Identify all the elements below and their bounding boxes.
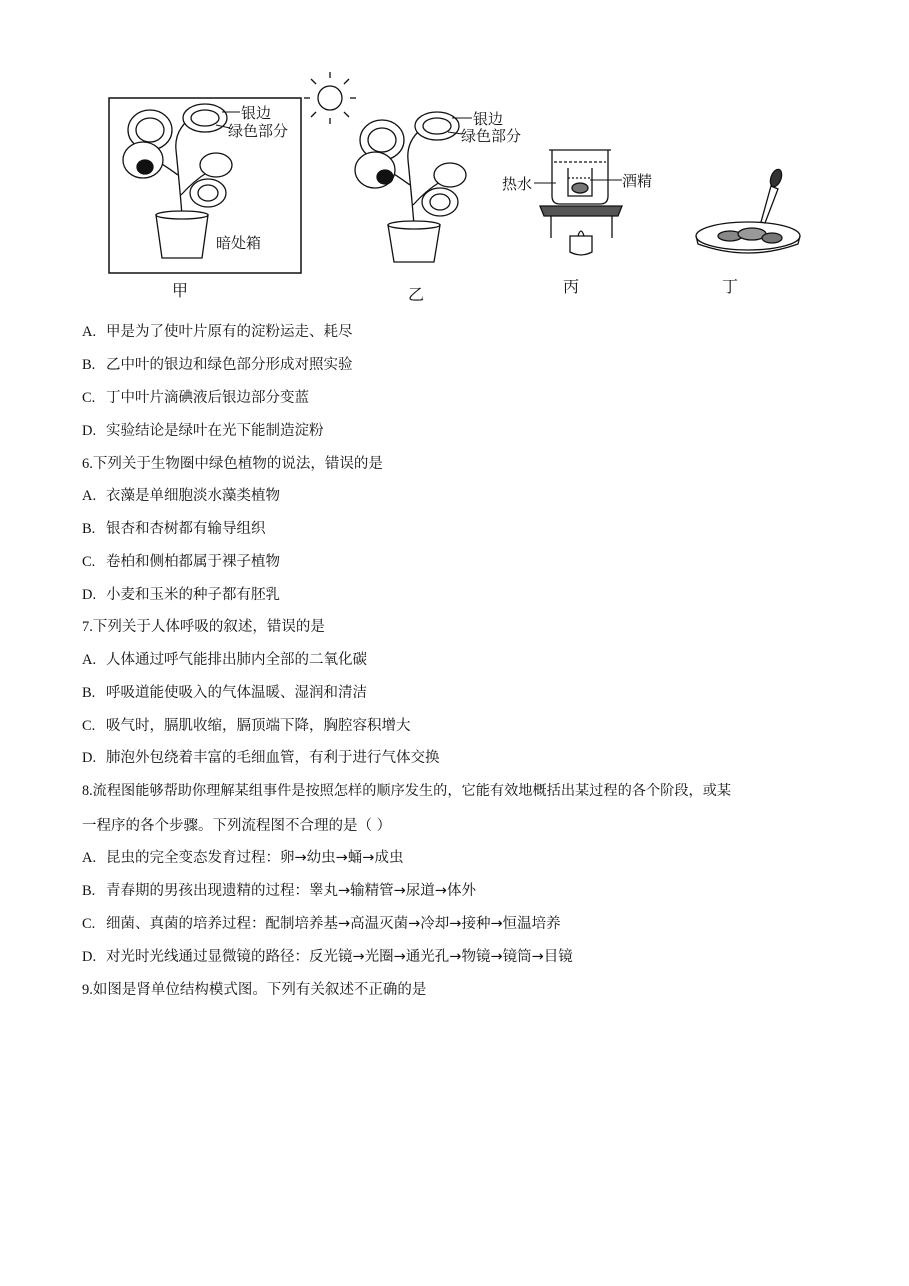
q7-option-a[interactable] <box>82 650 367 670</box>
q6-option-b[interactable] <box>82 519 266 539</box>
q9-stem <box>82 980 426 1000</box>
q8-option-b[interactable] <box>82 881 476 901</box>
q5-option-c[interactable] <box>82 388 309 408</box>
sun-icon <box>304 72 356 124</box>
panel-jia <box>109 98 301 300</box>
question-number: 7. <box>82 619 93 635</box>
option-text: 甲是为了使叶片原有的淀粉运走、耗尽 <box>106 324 353 340</box>
label-dark-box: 暗处箱 <box>216 234 262 252</box>
option-text: 人体通过呼气能排出肺内全部的二氧化碳 <box>106 652 367 668</box>
option-letter: D. <box>82 949 97 965</box>
q6-option-d[interactable] <box>82 585 280 605</box>
option-letter: C. <box>82 916 96 932</box>
q7-option-d[interactable] <box>82 748 440 768</box>
panel-ding <box>696 168 800 296</box>
option-text: 小麦和玉米的种子都有胚乳 <box>106 587 280 603</box>
caption-jia: 甲 <box>172 281 189 300</box>
option-text: 卷柏和侧柏都属于裸子植物 <box>106 554 280 570</box>
panel-bing <box>502 150 652 296</box>
option-text: 昆虫的完全变态发育过程：卵→幼虫→蛹→成虫 <box>106 850 404 866</box>
caption-ding: 丁 <box>722 277 739 296</box>
option-letter: A. <box>82 488 97 504</box>
option-letter: D. <box>82 423 97 439</box>
option-text: 细菌、真菌的培养过程：配制培养基→高温灭菌→冷却→接种→恒温培养 <box>106 916 561 932</box>
caption-bing: 丙 <box>563 277 580 296</box>
water-bath-icon <box>540 150 622 255</box>
q5-option-a[interactable] <box>82 322 353 342</box>
question-text: 如图是肾单位结构模式图。下列有关叙述不正确的是 <box>92 982 427 998</box>
q8-option-c[interactable] <box>82 914 561 934</box>
option-text: 丁中叶片滴碘液后银边部分变蓝 <box>106 390 309 406</box>
label-silver-edge: 银边 <box>241 104 272 122</box>
experiment-figure <box>0 0 909 310</box>
option-letter: B. <box>82 685 96 701</box>
q5-option-b[interactable] <box>82 355 353 375</box>
label-green-part: 绿色部分 <box>461 127 522 145</box>
question-text: 流程图能够帮助你理解某组事件是按照怎样的顺序发生的，它能有效地概括出某过程的各个阶段，或某 <box>92 783 732 799</box>
option-letter: B. <box>82 357 96 373</box>
petri-dish-icon <box>696 222 800 253</box>
q7-stem <box>82 617 325 637</box>
label-alcohol: 酒精 <box>622 172 653 190</box>
option-text: 青春期的男孩出现遗精的过程：睾丸→输精管→尿道→体外 <box>106 883 476 899</box>
option-letter: C. <box>82 718 96 734</box>
q8-option-a[interactable] <box>82 848 403 868</box>
option-text: 实验结论是绿叶在光下能制造淀粉 <box>106 423 324 439</box>
option-letter: B. <box>82 883 96 899</box>
option-text: 银杏和杏树都有输导组织 <box>106 521 266 537</box>
label-green-part: 绿色部分 <box>228 122 289 140</box>
dropper-icon <box>761 168 784 223</box>
option-letter: A. <box>82 652 97 668</box>
option-text: 呼吸道能使吸入的气体温暖、湿润和清洁 <box>106 685 367 701</box>
option-letter: A. <box>82 324 97 340</box>
question-text: 下列关于生物圈中绿色植物的说法，错误的是 <box>92 456 383 472</box>
q7-option-b[interactable] <box>82 683 367 703</box>
q8-stem-line1 <box>82 781 731 801</box>
question-text: 下列关于人体呼吸的叙述，错误的是 <box>92 619 325 635</box>
question-number: 8. <box>82 783 93 799</box>
q6-option-c[interactable] <box>82 552 280 572</box>
option-letter: D. <box>82 750 97 766</box>
label-silver-edge: 银边 <box>473 110 504 128</box>
question-number: 9. <box>82 982 93 998</box>
option-letter: C. <box>82 390 96 406</box>
option-text: 衣藻是单细胞淡水藻类植物 <box>106 488 280 504</box>
option-letter: B. <box>82 521 96 537</box>
q6-option-a[interactable] <box>82 486 280 506</box>
option-letter: D. <box>82 587 97 603</box>
caption-yi: 乙 <box>408 285 425 304</box>
plant-yi-icon <box>355 112 466 262</box>
label-hot-water: 热水 <box>502 175 533 193</box>
q8-stem-line2: 一程序的各个步骤。下列流程图不合理的是（ ） <box>82 818 392 834</box>
q8-option-d[interactable] <box>82 947 573 967</box>
option-text: 乙中叶的银边和绿色部分形成对照实验 <box>106 357 353 373</box>
option-text: 肺泡外包绕着丰富的毛细血管，有利于进行气体交换 <box>106 750 440 766</box>
q6-stem <box>82 454 383 474</box>
option-letter: A. <box>82 850 97 866</box>
q7-option-c[interactable] <box>82 716 411 736</box>
question-number: 6. <box>82 456 93 472</box>
panel-yi <box>355 110 521 304</box>
option-text: 对光时光线通过显微镜的路径：反光镜→光圈→通光孔→物镜→镜筒→目镜 <box>106 949 573 965</box>
q5-option-d[interactable] <box>82 421 324 441</box>
option-letter: C. <box>82 554 96 570</box>
option-text: 吸气时，膈肌收缩，膈顶端下降，胸腔容积增大 <box>106 718 411 734</box>
